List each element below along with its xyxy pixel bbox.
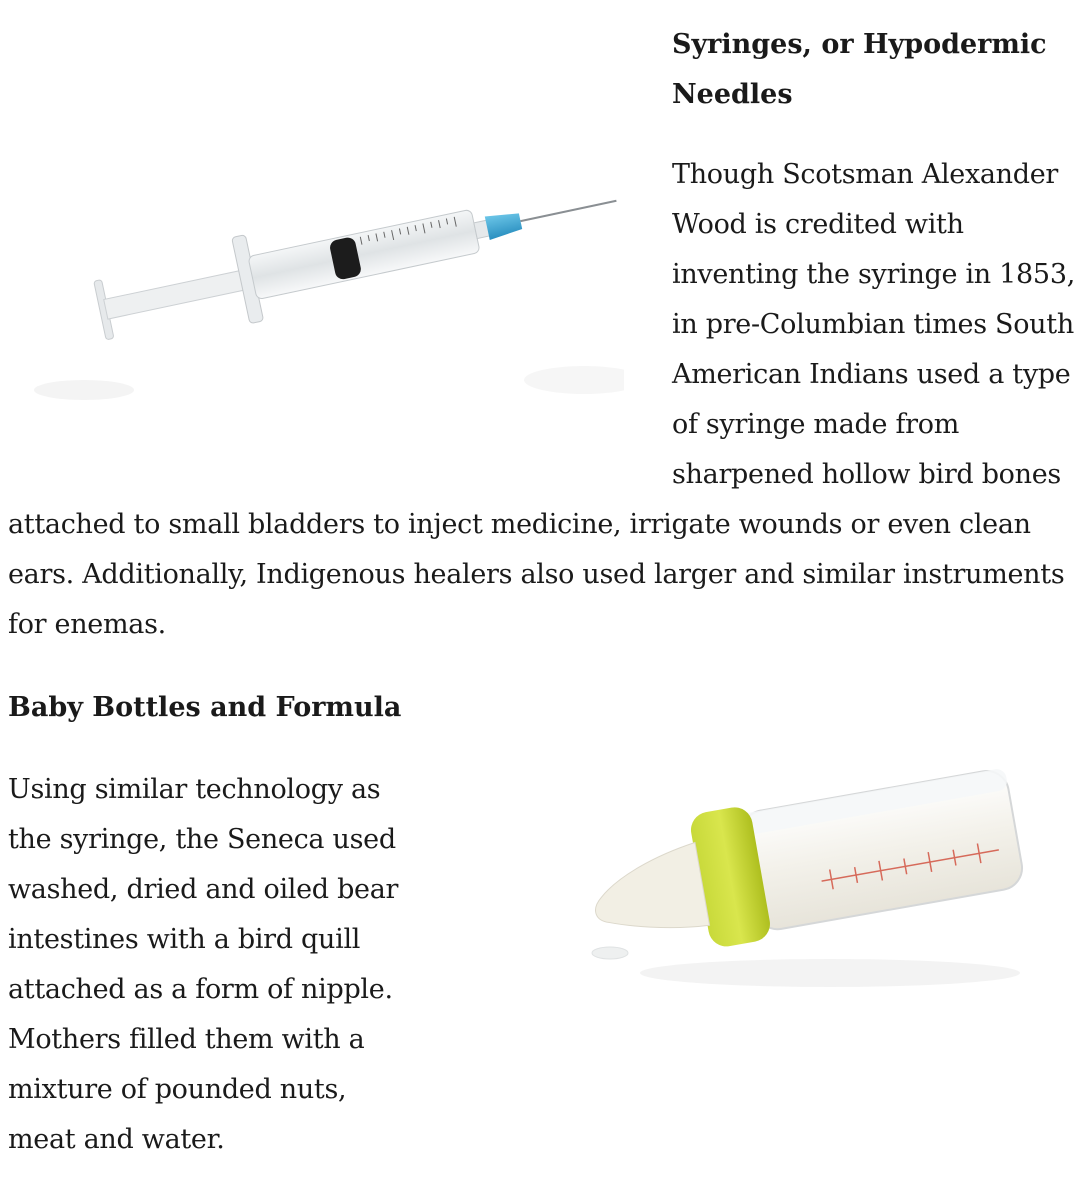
syringe-photo-icon — [24, 40, 624, 420]
syringes-paragraph-continued: attached to small bladders to inject medicine, irrigate wounds or even clean ears. Additionally, Indigenous healers also used larger and similar instruments for enemas. — [8, 509, 1065, 640]
article-body — [8, 0, 1075, 1155]
baby-bottle-image — [580, 743, 1040, 1003]
syringes-paragraph-start: Though Scotsman Alexander Wood is credited with inventing the syringe in 1853, in pre-Columbian times South American Indians used a type of syringe made from sharpened hollow bird bones — [672, 159, 1075, 490]
syringes-text-column — [672, 0, 1082, 500]
syringes-section — [8, 0, 1074, 515]
baby-bottles-text-column — [8, 765, 408, 1165]
baby-bottles-paragraph: Using similar technology as the syringe, the Seneca used washed, dried and oiled bear intestines with a bird quill attached as a form of nipple. Mothers filled them with a mixture of pounded nuts, meat and water. — [8, 774, 399, 1155]
baby-bottles-section — [8, 683, 1074, 1165]
syringes-heading: Syringes, or Hypodermic Needles — [672, 29, 1047, 110]
syringe-image — [24, 40, 624, 420]
baby-bottle-photo-icon — [580, 743, 1040, 1003]
syringes-paragraph-continued-wrap — [8, 500, 1074, 650]
baby-bottles-heading: Baby Bottles and Formula — [8, 692, 402, 723]
